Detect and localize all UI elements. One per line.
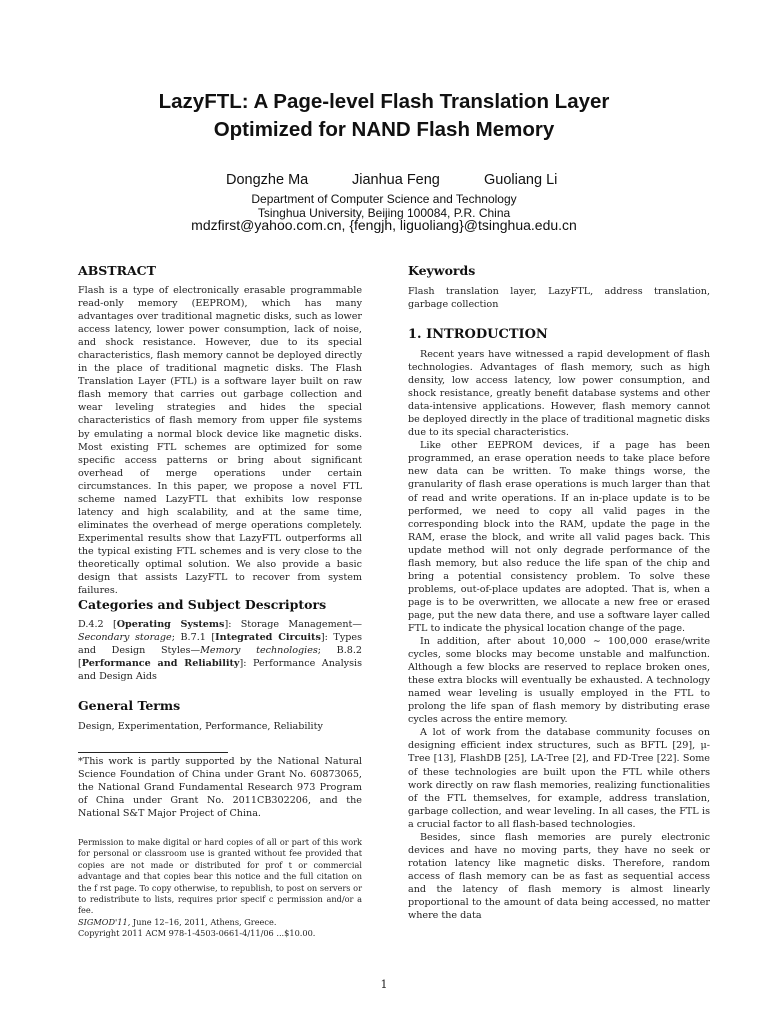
cat-text-3: ; B.7.1 [ — [171, 632, 216, 644]
intro-paragraph-4: A lot of work from the database community focuses on designing efficient index structures, such as BFTL [29], μ-Tree [13], FlashDB [25], LA-Tree [2], and FD-Tree [22]. Some of these technologies are built upon the FTL while others work directly on raw flash memories, realizing functionalities of the FTL themselves, for example, address translation, garbage collection, and wear leveling. In all cases, the FTL is a crucial factor to all flash-based technologies. — [408, 727, 710, 830]
author-emails: mdzfirst@yahoo.com.cn, {fengjh, liguoliang}@tsinghua.edu.cn — [191, 217, 577, 233]
page-number: 1 — [380, 978, 388, 991]
title-line-1: LazyFTL: A Page-level Flash Translation Layer — [158, 90, 610, 113]
abstract-paragraph: Flash is a type of electronically erasable programmable read-only memory (EEPROM), which has many advantages over traditional magnetic disks, such as lower access latency, lower power consumption, lack of noise, and shock resistance. However, due to its special characteristics, flash memory cannot be deployed directly in the place of traditional magnetic disks. The Flash Translation Layer (FTL) is a software layer built on raw flash memory that carries out garbage collection and wear leveling strategies and hides the special characteristics of flash memory from upper file systems by emulating a normal block device like magnetic disks. Most existing FTL schemes are optimized for some specific access patterns or bring about significant overhead of merge operations under certain circumstances. In this paper, we propose a novel FTL scheme named LazyFTL that exhibits low response latency and high scalability, and at the same time, eliminates the overhead of merge operations completely. Experimental results show that LazyFTL outperforms all the typical existing FTL schemes and is very close to the theoretically optimal solution. We also provide a basic design that assists LazyFTL to recover from system failures. — [78, 285, 362, 597]
paper-title — [60, 88, 708, 144]
venue-name: SIGMOD'11, — [78, 916, 131, 927]
affiliation-line-1: Department of Computer Science and Technology — [251, 192, 517, 206]
copyright-line: Copyright 2011 ACM 978-1-4503-0661-4/11/06 ...$10.00. — [78, 928, 316, 939]
cat-text-2: ]: Storage Management— — [224, 619, 362, 630]
keywords-text — [408, 285, 710, 311]
keywords-list: Flash translation layer, LazyFTL, address translation, garbage collection — [408, 286, 710, 311]
cat-text-6: ]: Performance Analysis and Design Aids — [78, 658, 362, 683]
abstract-text — [78, 284, 362, 597]
introduction-heading: 1. INTRODUCTION — [408, 327, 548, 342]
intro-paragraph-2: Like other EEPROM devices, if a page has been programmed, an erase operation needs to take place before new data can be written. To make things worse, the granularity of flash erase operations is much larger than that of read and write operations. If an in-place update is to be performed, we need to copy all valid pages in the corresponding block into the RAM, update the page in the RAM, erase the block, and write all valid pages back. This update method will not only degrade performance of the flash memory, but also reduce the life span of the chip and bring a potential consistency problem. To solve these problems, out-of-place updates are adopted. That is, when a page is to be overwritten, we allocate a new free or erased page, put the new data there, and use a software layer called FTL to indicate the physical location change of the page. — [408, 440, 710, 634]
general-terms-list: Design, Experimentation, Performance, Reliability — [78, 721, 323, 732]
venue-line — [78, 917, 362, 928]
title-line-2: Optimized for NAND Flash Memory — [213, 118, 555, 141]
author-1: Dongzhe Ma — [226, 172, 309, 188]
intro-paragraph-3: In addition, after about 10,000 ∼ 100,000 erase/write cycles, some blocks may become unstable and malfunction. Although a few blocks are reserved to replace broken ones, these extra blocks will eventually be exhausted. A technology named wear leveling is usually employed in the FTL to prolong the life span of flash memory by distributing erase cycles across the entire memory. — [408, 636, 710, 726]
cat-integrated-circuits: Integrated Circuits — [215, 632, 321, 644]
affiliation-line-2: Tsinghua University, Beijing 100084, P.R. China — [257, 206, 511, 220]
abstract-heading: ABSTRACT — [78, 263, 156, 278]
permission-block — [78, 837, 362, 940]
intro-paragraph-5: Besides, since flash memories are purely electronic devices and have no moving parts, they have no seek or rotation latency like magnetic disks. Therefore, random access of flash memory can be as fast as sequential access and the latency of flash memory is almost linearly proportional to the amount of data being accessed, no matter where the data — [408, 831, 710, 922]
cat-text-4: ]: Types and Design Styles— — [78, 632, 362, 657]
footnote — [78, 755, 362, 820]
general-terms-text — [78, 720, 362, 733]
cat-secondary-storage: Secondary storage — [78, 632, 172, 644]
general-terms-heading: General Terms — [78, 698, 181, 713]
cat-text-1: D.4.2 [ — [78, 619, 117, 630]
keywords-heading: Keywords — [408, 263, 476, 278]
introduction-text — [408, 348, 710, 922]
permission-text: Permission to make digital or hard copies of all or part of this work for personal or classroom use is granted without fee provided that copies are not made or distributed for prof t or commercial advantage and that copies bear this notice and the full citation on the f rst page. To copy otherwise, to republish, to post on servers or to redistribute to lists, requires prior specif c permission and/or a fee. — [78, 837, 362, 916]
footnote-rule — [78, 752, 228, 753]
cat-operating-systems: Operating Systems — [116, 619, 225, 630]
intro-paragraph-1: Recent years have witnessed a rapid development of flash technologies. Advantages of flash memory, such as high density, low access latency, low power consumption, and shock resistance, greatly benefit database systems and other data-intensive applications. However, flash memory cannot be deployed directly in the place of traditional magnetic disks due to its special characteristics. — [408, 349, 710, 439]
categories-heading: Categories and Subject Descriptors — [78, 597, 327, 612]
cat-memory-technologies: Memory technologies — [200, 645, 318, 657]
cat-performance-reliability: Performance and Reliability — [81, 658, 240, 670]
footnote-text: *This work is partly supported by the National Natural Science Foundation of China under Grant No. 60873065, the National Grand Fundamental Research 973 Program of China under Grant No. 2011CB302206, and the National S&T Major Project of China. — [78, 756, 362, 820]
venue-details: June 12–16, 2011, Athens, Greece. — [130, 916, 277, 927]
author-list — [0, 172, 768, 192]
author-2: Jianhua Feng — [352, 172, 440, 188]
categories-text — [78, 618, 362, 683]
author-3: Guoliang Li — [484, 172, 558, 188]
cat-text-5: ; B.8.2 [ — [78, 645, 363, 670]
